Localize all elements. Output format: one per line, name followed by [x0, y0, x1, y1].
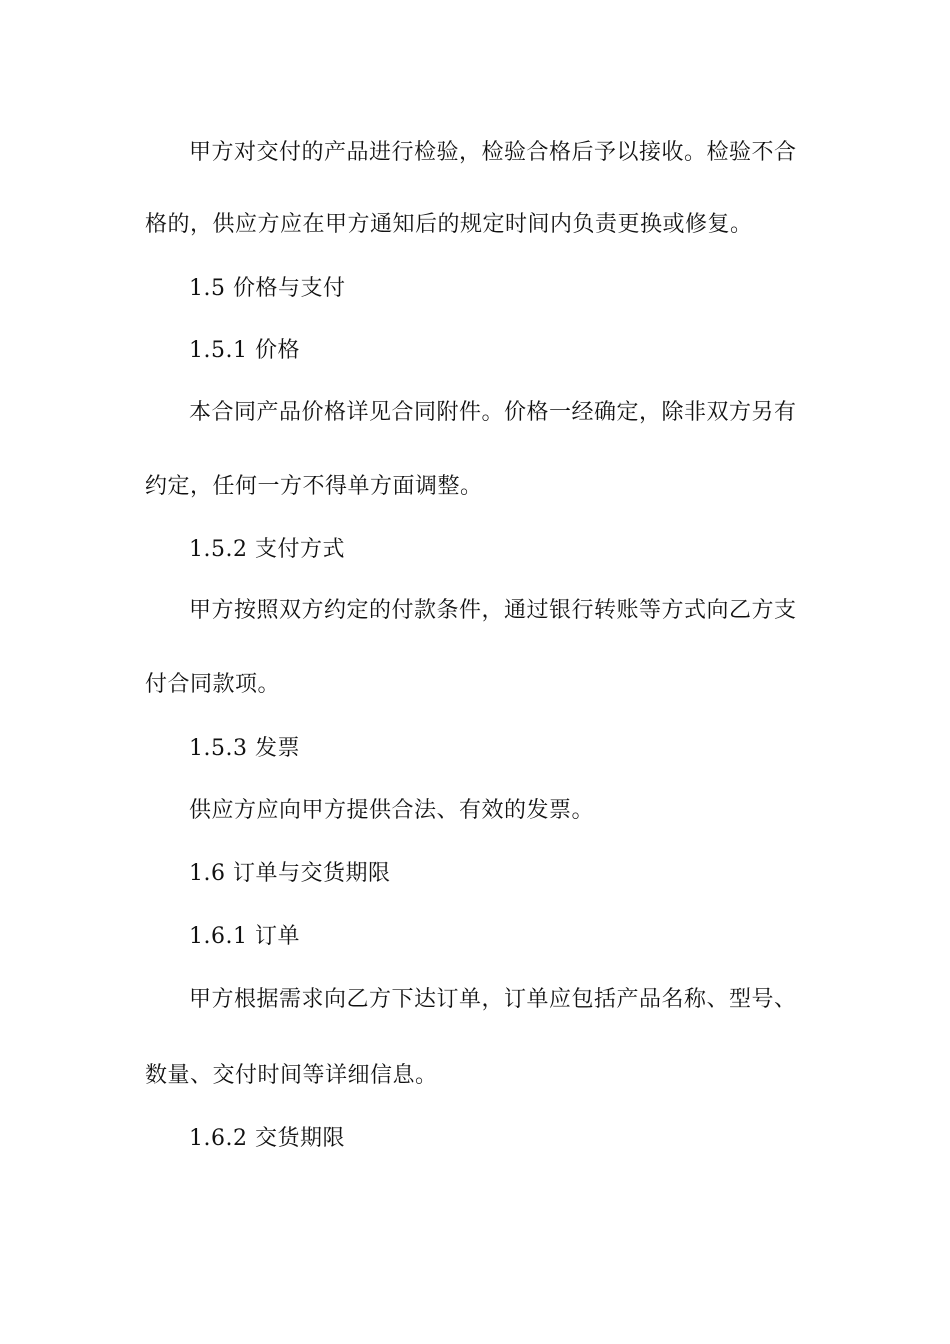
paragraph-invoice: 供应方应向甲方提供合法、有效的发票。	[189, 798, 595, 823]
paragraph-payment-line-1: 甲方按照双方约定的付款条件，通过银行转账等方式向乙方支	[189, 598, 797, 623]
paragraph-inspection-line-1: 甲方对交付的产品进行检验，检验合格后予以接收。检验不合	[189, 140, 797, 165]
paragraph-inspection-line-2: 格的，供应方应在甲方通知后的规定时间内负责更换或修复。	[145, 212, 753, 237]
heading-1-6: 1.6 订单与交货期限	[189, 861, 391, 886]
paragraph-price-line-2: 约定，任何一方不得单方面调整。	[145, 474, 483, 499]
paragraph-order-line-2: 数量、交付时间等详细信息。	[145, 1063, 438, 1088]
heading-1-5-3: 1.5.3 发票	[189, 736, 300, 761]
paragraph-order-line-1: 甲方根据需求向乙方下达订单，订单应包括产品名称、型号、	[189, 987, 797, 1012]
heading-1-6-2: 1.6.2 交货期限	[189, 1126, 345, 1151]
paragraph-price-line-1: 本合同产品价格详见合同附件。价格一经确定，除非双方另有	[189, 400, 797, 425]
heading-1-5: 1.5 价格与支付	[189, 276, 346, 301]
heading-1-5-1: 1.5.1 价格	[189, 338, 300, 363]
heading-1-6-1: 1.6.1 订单	[189, 924, 300, 949]
paragraph-payment-line-2: 付合同款项。	[145, 672, 281, 697]
heading-1-5-2: 1.5.2 支付方式	[189, 537, 345, 562]
